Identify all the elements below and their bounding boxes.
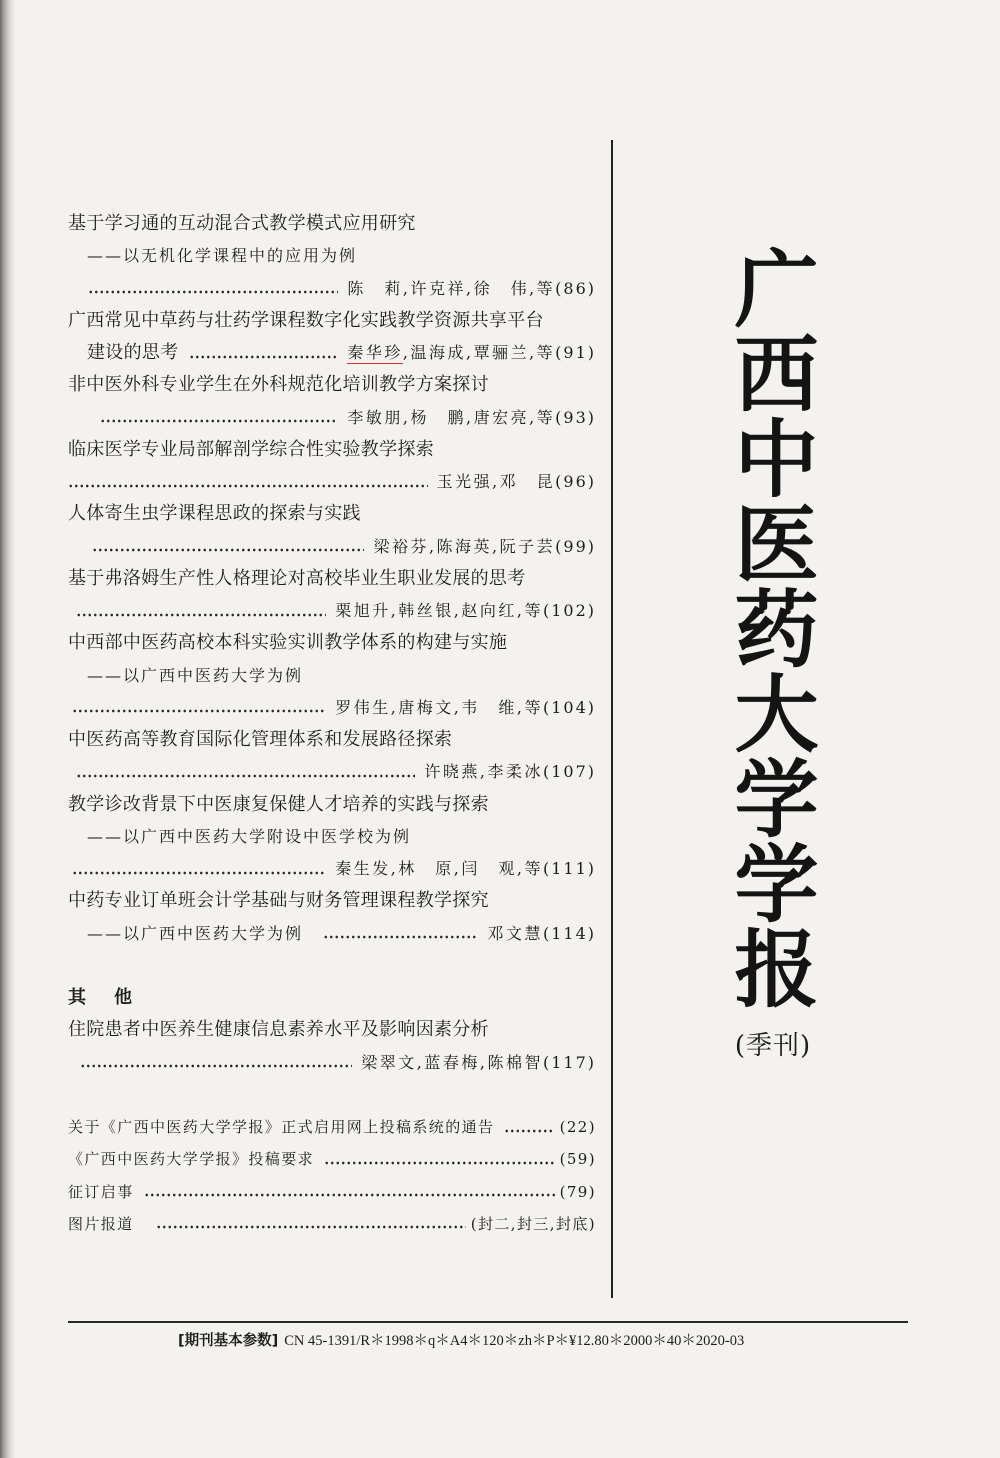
- notice-page: (封二,封三,封底): [470, 1214, 596, 1233]
- table-of-contents: [68, 208, 596, 1240]
- article-authors: 邓文慧: [487, 923, 543, 943]
- toc-entry: [68, 1014, 596, 1079]
- article-title: 基于学习通的互动混合式教学模式应用研究: [68, 213, 416, 234]
- journal-parameters: [178, 1331, 744, 1351]
- article-title: 中西部中医药高校本科实验实训教学体系的构建与实施: [68, 632, 508, 654]
- page-number: (111): [542, 859, 596, 878]
- notice-item: [68, 1176, 596, 1208]
- toc-entry: [68, 498, 596, 563]
- notice-title: 图片报道: [68, 1214, 134, 1233]
- page-number: (99): [555, 536, 596, 556]
- leader-row: [68, 273, 596, 305]
- notice-item: [68, 1208, 596, 1240]
- notice-title: 《广西中医药大学学报》投稿要求: [68, 1150, 315, 1169]
- dot-leader: [156, 1208, 466, 1240]
- dot-leader: [504, 1111, 554, 1143]
- leader-row: [68, 531, 596, 563]
- notice-title: 关于《广西中医药大学学报》正式启用网上投稿系统的通告: [68, 1118, 495, 1136]
- toc-entry: [68, 885, 596, 950]
- page-number: (96): [555, 472, 596, 491]
- article-subtitle: ——以无机化学课程中的应用为例: [87, 246, 358, 266]
- page-number: (91): [555, 343, 596, 362]
- page-number: (117): [542, 1052, 596, 1072]
- column-divider: [611, 140, 613, 1298]
- section-heading: 其 他: [68, 987, 137, 1008]
- article-title: 基于弗洛姆生产性人格理论对高校毕业生职业发展的思考: [68, 567, 526, 589]
- article-authors: 陈 莉,许克祥,徐 伟,等: [347, 278, 556, 298]
- article-title: 人体寄生虫学课程思政的探索与实践: [68, 503, 361, 525]
- annotated-author: 秦华珍: [347, 343, 403, 362]
- dot-leader: [88, 273, 338, 305]
- article-title: 中医药高等教育国际化管理体系和发展路径探索: [68, 729, 453, 750]
- toc-entry: [68, 208, 596, 305]
- journal-title: 广西中医药大学学报: [721, 245, 820, 1010]
- page-number: (102): [542, 601, 596, 620]
- toc-entry: [68, 434, 596, 499]
- page-number: (114): [542, 923, 596, 943]
- article-authors: 秦生发,林 原,闫 观,等: [335, 859, 543, 878]
- dot-leader: [92, 531, 364, 563]
- leader-row: [68, 853, 596, 885]
- leader-row: [68, 595, 596, 627]
- article-authors: 玉光强,邓 昆: [436, 472, 556, 491]
- notice-item: [68, 1111, 596, 1143]
- page-number: (107): [542, 762, 596, 782]
- section-other: [68, 982, 596, 1079]
- parameters-label: [期刊基本参数]: [178, 1333, 279, 1349]
- page-number: (104): [542, 697, 596, 717]
- article-authors: [347, 337, 555, 369]
- article-authors: 梁翠文,蓝春梅,陈棉智: [361, 1052, 543, 1072]
- article-authors: 栗旭升,韩丝银,赵向红,等: [335, 601, 543, 620]
- toc-entry: [68, 724, 596, 789]
- dot-leader: [323, 918, 478, 950]
- article-authors: 罗伟生,唐梅文,韦 维,等: [335, 697, 543, 717]
- dot-leader: [72, 853, 326, 885]
- toc-entry: [68, 627, 596, 724]
- toc-entry: [68, 369, 596, 434]
- article-subtitle: ——以广西中医药大学为例: [87, 665, 304, 685]
- dot-leader: [100, 402, 338, 434]
- leader-row: [68, 692, 596, 724]
- article-authors-rest: ,温海成,覃骊兰,等: [402, 343, 556, 362]
- dot-leader: [76, 756, 415, 788]
- notice-page: (22): [559, 1118, 596, 1136]
- dot-leader: [68, 466, 428, 498]
- leader-row: [68, 337, 596, 369]
- toc-entry: [68, 305, 596, 370]
- leader-row: [68, 756, 596, 788]
- article-authors: 梁裕芬,陈海英,阮子芸: [373, 536, 556, 556]
- article-title: 临床医学专业局部解剖学综合性实验教学探索: [68, 438, 434, 460]
- dot-leader: [144, 1176, 555, 1208]
- parameters-value: CN 45-1391/R＊1998＊q＊A4＊120＊zh＊P＊¥12.80＊2000＊40＊2020-03: [284, 1333, 745, 1349]
- article-subtitle: ——以广西中医药大学为例: [87, 923, 304, 943]
- article-subtitle: ——以广西中医药大学附设中医学校为例: [87, 826, 412, 846]
- page-number: (86): [555, 278, 596, 298]
- notice-page: (59): [559, 1150, 596, 1169]
- leader-row: [68, 402, 596, 434]
- notice-page: (79): [559, 1182, 596, 1201]
- notices-list: [68, 1111, 596, 1240]
- page-number: (93): [555, 407, 596, 427]
- dot-leader: [76, 595, 326, 627]
- toc-entry: [68, 789, 596, 886]
- article-title: 教学诊改背景下中医康复保健人才培养的实践与探索: [68, 793, 489, 815]
- leader-row: [68, 466, 596, 498]
- article-title-continued: 建设的思考: [87, 342, 179, 363]
- notice-item: [68, 1143, 596, 1175]
- notice-title: 征订启事: [68, 1182, 134, 1201]
- dot-leader: [80, 1047, 352, 1079]
- article-authors: 李敏朋,杨 鹏,唐宏亮,等: [347, 407, 556, 427]
- article-title: 广西常见中草药与壮药学课程数字化实践教学资源共享平台: [68, 309, 544, 331]
- leader-row: [68, 1047, 596, 1079]
- dot-leader: [72, 692, 326, 724]
- article-title: 住院患者中医养生健康信息素养水平及影响因素分析: [68, 1019, 489, 1041]
- footer-rule: [68, 1321, 908, 1323]
- leader-row: [68, 918, 596, 950]
- article-title: 中药专业订单班会计学基础与财务管理课程教学探究: [68, 890, 489, 912]
- dot-leader: [189, 337, 339, 369]
- journal-frequency: (季刊): [734, 1031, 812, 1061]
- toc-entry: [68, 563, 596, 628]
- dot-leader: [324, 1143, 555, 1175]
- article-authors: 许晓燕,李柔冰: [424, 762, 543, 782]
- article-title: 非中医外科专业学生在外科规范化培训教学方案探讨: [68, 374, 489, 396]
